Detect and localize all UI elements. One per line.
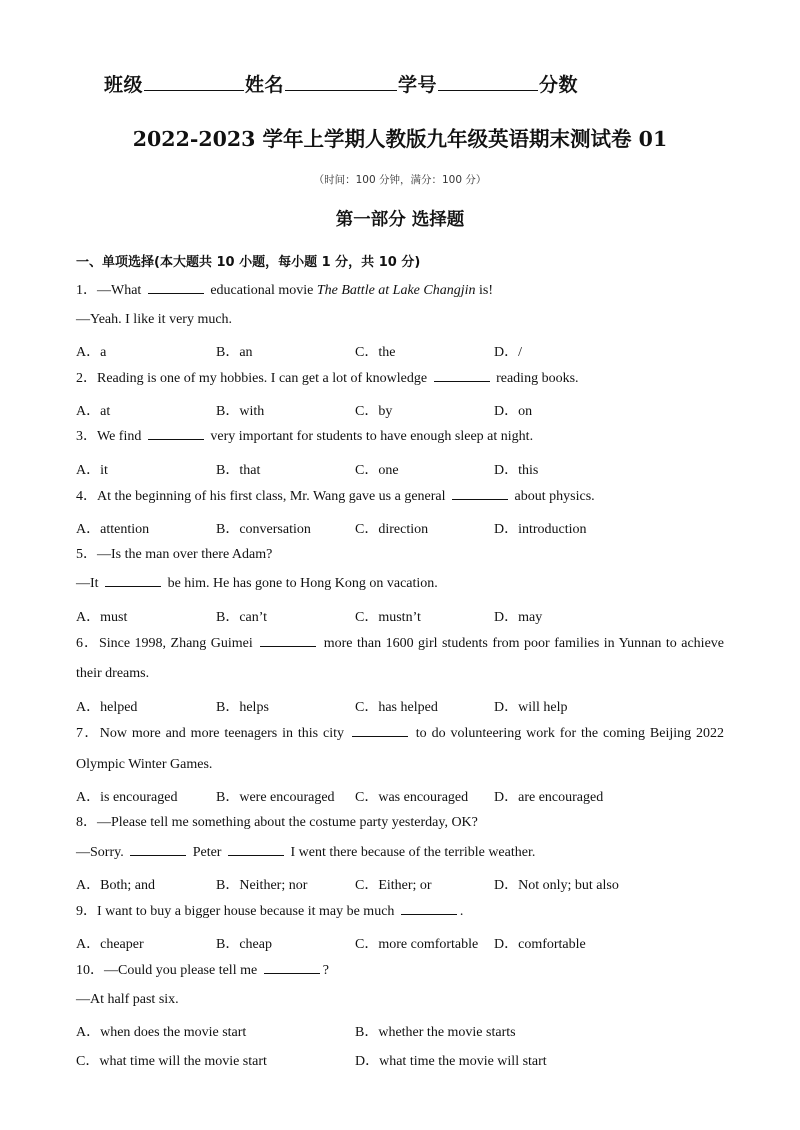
option-d[interactable]: D．may	[494, 610, 543, 625]
option-a[interactable]: A．a	[76, 345, 107, 360]
question-text: 9．I want to buy a bigger house because it may be much	[76, 904, 398, 919]
question-text: reading books.	[492, 371, 579, 386]
option-c[interactable]: C．by	[355, 404, 393, 419]
option-d[interactable]: D．Not only; but also	[494, 878, 619, 893]
question-10-stem	[76, 956, 724, 986]
question-2-stem	[76, 364, 724, 394]
question-text: be him. He has gone to Hong Kong on vacation.	[164, 576, 438, 591]
option-c[interactable]: C．direction	[355, 522, 429, 537]
question-text: more than 1600 girl students from poor families in Yunnan to achieve	[319, 636, 724, 651]
question-1-stem	[76, 276, 724, 306]
student-info-line	[104, 70, 578, 97]
question-text: —Sorry.	[76, 845, 128, 860]
question-4-stem	[76, 482, 724, 512]
option-c[interactable]: C．mustn’t	[355, 610, 421, 625]
option-c[interactable]: C．more comfortable	[355, 937, 479, 952]
question-10-reply: —At half past six.	[76, 992, 179, 1007]
exam-title: 2022-2023 学年上学期人教版九年级英语期末测试卷 01	[132, 127, 668, 151]
question-7-stem	[76, 719, 724, 749]
question-text: 1．—What	[76, 283, 145, 298]
option-b[interactable]: B．were encouraged	[216, 790, 335, 805]
option-b[interactable]: B．that	[216, 463, 261, 478]
question-text: 4．At the beginning of his first class, Mr. Wang gave us a general	[76, 489, 450, 504]
question-8-reply	[76, 838, 724, 868]
question-text: 2．Reading is one of my hobbies. I can get a lot of knowledge	[76, 371, 431, 386]
question-1-reply: —Yeah. I like it very much.	[76, 312, 233, 327]
id-blank[interactable]	[438, 74, 538, 91]
question-text: to do volunteering work for the coming Beijing 2022	[410, 726, 725, 741]
question-text: very important for students to have enough sleep at night.	[206, 429, 534, 444]
answer-blank[interactable]	[228, 843, 284, 856]
option-a[interactable]: A．must	[76, 610, 128, 625]
option-c[interactable]: C．Either; or	[355, 878, 432, 893]
option-c[interactable]: C．what time will the movie start	[76, 1054, 267, 1069]
option-c[interactable]: C．was encouraged	[355, 790, 469, 805]
option-b[interactable]: B．an	[216, 345, 253, 360]
question-8-stem: 8．—Please tell me something about the costume party yesterday, OK?	[76, 815, 478, 830]
name-label: 姓名	[245, 74, 285, 96]
option-d[interactable]: D．this	[494, 463, 539, 478]
option-b[interactable]: B．whether the movie starts	[355, 1025, 516, 1040]
answer-blank[interactable]	[148, 281, 204, 294]
option-d[interactable]: D．introduction	[494, 522, 587, 537]
option-a[interactable]: A．cheaper	[76, 937, 144, 952]
option-a[interactable]: A．at	[76, 404, 111, 419]
answer-blank[interactable]	[401, 902, 457, 915]
option-b[interactable]: B．Neither; nor	[216, 878, 308, 893]
question-9-stem	[76, 897, 724, 927]
option-d[interactable]: D．/	[494, 345, 522, 360]
answer-blank[interactable]	[264, 961, 320, 974]
option-d[interactable]: D．on	[494, 404, 533, 419]
option-d[interactable]: D．will help	[494, 700, 568, 715]
option-c[interactable]: C．has helped	[355, 700, 438, 715]
question-text: 3．We find	[76, 429, 145, 444]
question-5-stem: 5．—Is the man over there Adam?	[76, 547, 273, 562]
option-a[interactable]: A．it	[76, 463, 108, 478]
answer-blank[interactable]	[105, 574, 161, 587]
question-text: about physics.	[511, 489, 595, 504]
option-b[interactable]: B．with	[216, 404, 265, 419]
question-3-stem	[76, 422, 724, 452]
class-blank[interactable]	[144, 74, 244, 91]
option-a[interactable]: A．attention	[76, 522, 150, 537]
option-b[interactable]: B．helps	[216, 700, 269, 715]
question-text: ?	[322, 963, 329, 978]
question-text: is!	[475, 283, 494, 298]
option-a[interactable]: A．helped	[76, 700, 138, 715]
question-text: —It	[76, 576, 103, 591]
question-text: educational movie	[206, 283, 317, 298]
answer-blank[interactable]	[452, 487, 508, 500]
question-text: I went there because of the terrible weather.	[286, 845, 536, 860]
answer-blank[interactable]	[352, 724, 408, 737]
option-b[interactable]: B．conversation	[216, 522, 311, 537]
name-blank[interactable]	[285, 74, 397, 91]
option-c[interactable]: C．the	[355, 345, 396, 360]
option-d[interactable]: D．are encouraged	[494, 790, 604, 805]
answer-blank[interactable]	[130, 843, 186, 856]
option-a[interactable]: A．is encouraged	[76, 790, 178, 805]
answer-blank[interactable]	[148, 427, 204, 440]
question-text: 10．—Could you please tell me	[76, 963, 261, 978]
option-c[interactable]: C．one	[355, 463, 399, 478]
option-d[interactable]: D．comfortable	[494, 937, 586, 952]
option-b[interactable]: B．can’t	[216, 610, 268, 625]
id-label: 学号	[398, 74, 438, 96]
option-a[interactable]: A．when does the movie start	[76, 1025, 247, 1040]
part-heading: 第一部分 选择题	[335, 210, 465, 230]
score-label: 分数	[539, 74, 579, 96]
option-a[interactable]: A．Both; and	[76, 878, 155, 893]
question-7-continuation: Olympic Winter Games.	[76, 757, 213, 772]
question-text: 6．Since 1998, Zhang Guimei	[76, 636, 258, 651]
answer-blank[interactable]	[260, 634, 316, 647]
option-b[interactable]: B．cheap	[216, 937, 272, 952]
answer-blank[interactable]	[434, 369, 490, 382]
option-d[interactable]: D．what time the movie will start	[355, 1054, 547, 1069]
exam-subtitle: （时间：100 分钟，满分：100 分）	[313, 174, 487, 186]
class-label: 班级	[104, 74, 144, 96]
question-6-stem	[76, 629, 724, 659]
section-heading: 一、单项选择(本大题共 10 小题，每小题 1 分，共 10 分)	[76, 255, 421, 270]
question-5-reply	[76, 569, 724, 599]
question-text: .	[459, 904, 464, 919]
question-text: 7．Now more and more teenagers in this city	[76, 726, 349, 741]
question-text: Peter	[189, 845, 225, 860]
question-6-continuation: their dreams.	[76, 666, 150, 681]
movie-title: The Battle at Lake Changjin	[316, 283, 476, 298]
